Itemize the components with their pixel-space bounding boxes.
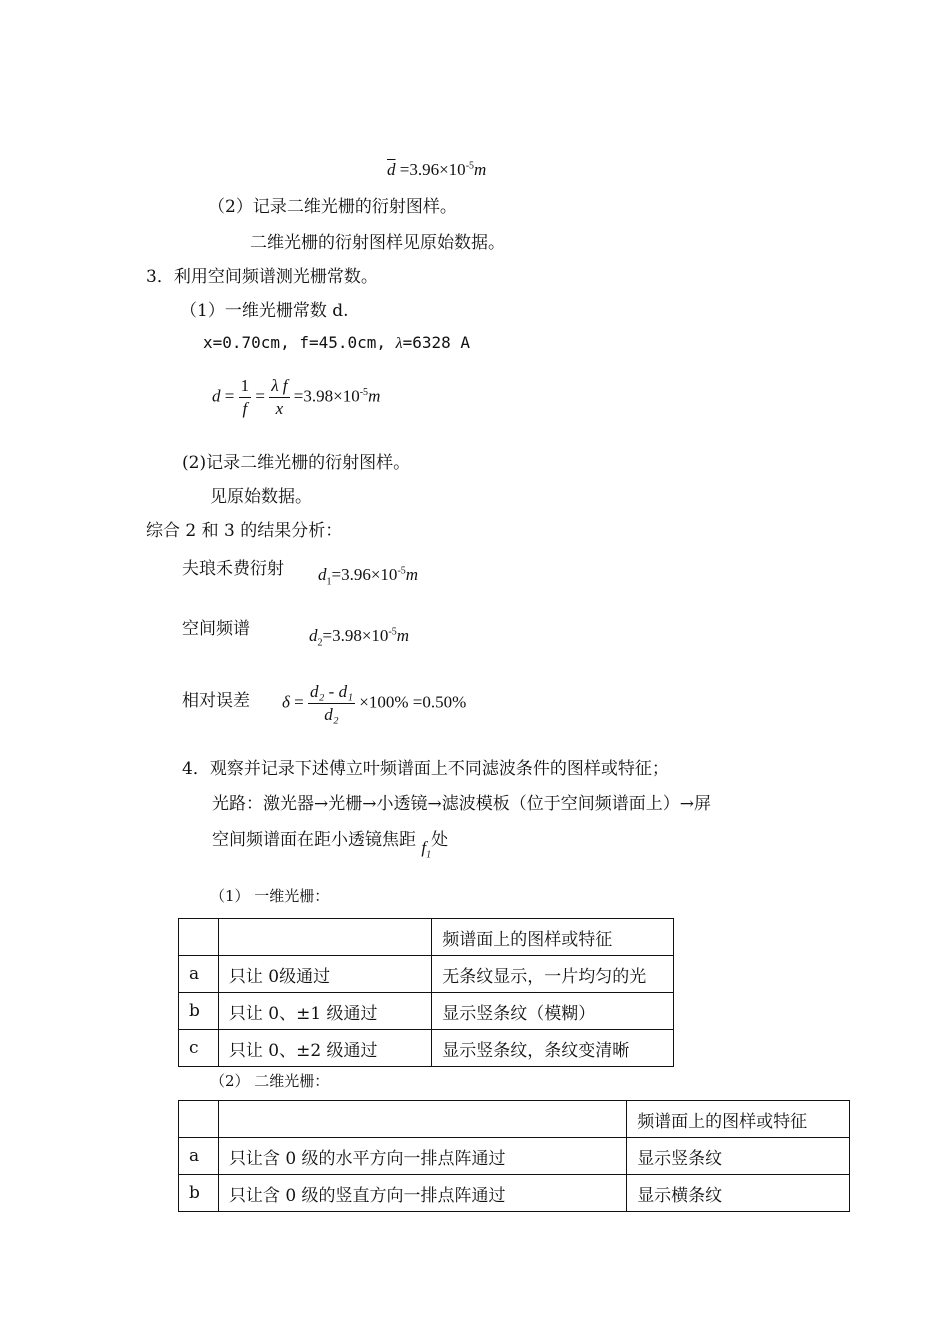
item-3-1: （1）一维光栅常数 d. [180, 301, 349, 321]
numerator: 1 [239, 376, 252, 398]
subscript: 1 [426, 849, 432, 861]
table-cell: 无条纹显示，一片均匀的光 [432, 956, 674, 993]
d2-symbol: d [309, 626, 318, 645]
times-ten: ×10 [439, 160, 466, 179]
table-cell: 只让含 0 级的水平方向一排点阵通过 [218, 1138, 626, 1175]
d2-value: =3.98 [322, 626, 362, 645]
table2-caption: （2） 二维光栅： [210, 1072, 330, 1090]
fraction-one-over-f [239, 376, 252, 419]
numerator: d₂ - d₁ [308, 682, 355, 704]
f1-symbol [421, 838, 432, 861]
table-row [179, 1101, 850, 1138]
table-cell [179, 919, 219, 956]
result-value: =3.98 [293, 386, 334, 406]
d-symbol: d [212, 386, 221, 406]
item-3-2-note: 见原始数据。 [210, 487, 312, 507]
fraunhofer-label: 夫琅禾费衍射 [182, 559, 284, 579]
equals-sign: = [224, 386, 235, 406]
d-mean-symbol: $\overline{d}$ [387, 160, 396, 179]
table-row [179, 1030, 674, 1067]
params-line [203, 333, 470, 354]
section-3-title: 3．利用空间频谱测光栅常数。 [146, 267, 378, 287]
table-cell [218, 919, 431, 956]
table-cell: 只让含 0 级的竖直方向一排点阵通过 [218, 1175, 626, 1212]
unit: m [368, 386, 381, 406]
table2 [178, 1100, 850, 1212]
formula-d-mean [387, 160, 486, 180]
delta-result: ×100% =0.50% [359, 692, 467, 712]
table-cell: 显示横条纹 [627, 1175, 850, 1212]
subscript: 1 [326, 576, 332, 588]
denominator: d₂ [324, 705, 339, 724]
table-cell [179, 1101, 219, 1138]
d2-formula [309, 626, 409, 648]
unit: m [405, 565, 419, 584]
analysis-title: 综合 2 和 3 的结果分析： [146, 521, 343, 541]
table-cell: b [179, 993, 219, 1030]
table-cell [218, 1101, 626, 1138]
equals-sign: = [255, 386, 265, 406]
spectrum-plane-text: 空间频谱面在距小透镜焦距 [212, 830, 416, 850]
relative-error-label: 相对误差 [182, 691, 250, 711]
d1-symbol: d [318, 565, 327, 584]
delta-formula [282, 682, 466, 725]
table1-caption: （1） 一维光栅： [210, 887, 330, 905]
item-2-note: 二维光栅的衍射图样见原始数据。 [250, 233, 505, 253]
exponent: -5 [388, 626, 397, 638]
table-cell: 只让 0、±2 级通过 [218, 1030, 431, 1067]
subscript: 2 [317, 637, 323, 649]
table-cell: c [179, 1030, 219, 1067]
table-cell: a [179, 1138, 219, 1175]
table-row [179, 956, 674, 993]
table-cell: a [179, 956, 219, 993]
equals-sign: = [294, 692, 304, 712]
times-ten: ×10 [370, 565, 398, 584]
table-header-feature: 频谱面上的图样或特征 [432, 919, 674, 956]
d-mean-value: 3.96 [409, 160, 440, 179]
delta-fraction [308, 682, 355, 725]
equals-sign: = [399, 160, 410, 179]
table-row [179, 1175, 850, 1212]
times-ten: ×10 [333, 386, 360, 406]
item-2-record: （2）记录二维光栅的衍射图样。 [208, 197, 457, 217]
denominator: x [275, 399, 284, 418]
table-cell: 只让 0级通过 [218, 956, 431, 993]
item-3-2: (2)记录二维光栅的衍射图样。 [182, 453, 411, 473]
spectrum-label: 空间频谱 [182, 619, 250, 639]
section-4-title: 4．观察并记录下述傅立叶频谱面上不同滤波条件的图样或特征； [182, 759, 669, 779]
table-cell: 只让 0、±1 级通过 [218, 993, 431, 1030]
d1-value: =3.96 [331, 565, 371, 584]
unit: m [396, 626, 410, 645]
exponent: -5 [359, 386, 369, 398]
table-row [179, 1138, 850, 1175]
d1-formula [318, 565, 418, 587]
table-header-feature: 频谱面上的图样或特征 [627, 1101, 850, 1138]
exponent: -5 [397, 565, 406, 577]
lambda-value: =6328 A [402, 333, 471, 352]
fraction-lambda-f-over-x [269, 376, 289, 419]
numerator: λ f [269, 376, 289, 398]
table-cell: 显示竖条纹 [627, 1138, 850, 1175]
formula-d-spectrum [212, 376, 380, 419]
spectrum-plane-suffix: 处 [431, 830, 449, 850]
params-text: x=0.70cm, f=45.0cm, [203, 333, 396, 352]
table-cell: b [179, 1175, 219, 1212]
table-cell: 显示竖条纹，条纹变清晰 [432, 1030, 674, 1067]
table-row [179, 993, 674, 1030]
unit: m [474, 160, 487, 179]
table-row [179, 919, 674, 956]
exponent: -5 [465, 160, 475, 172]
times-ten: ×10 [361, 626, 389, 645]
light-path: 光路：激光器→光栅→小透镜→滤波模板（位于空间频谱面上）→屏 [212, 794, 711, 814]
spectrum-plane-line [212, 829, 449, 861]
denominator: f [242, 399, 248, 418]
table-cell: 显示竖条纹（模糊） [432, 993, 674, 1030]
lambda-symbol: λ [395, 335, 403, 352]
delta-symbol: δ [282, 692, 290, 712]
table1 [178, 918, 674, 1067]
f-letter: f [421, 838, 427, 857]
